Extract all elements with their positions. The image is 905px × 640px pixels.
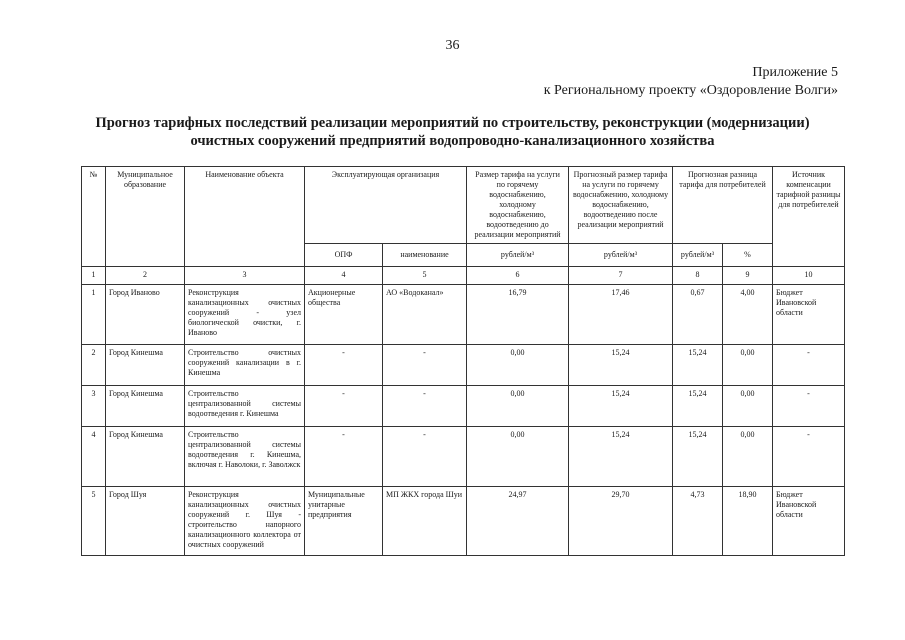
cell-diff-pct: 0,00 <box>723 386 773 427</box>
cell-diff-pct: 18,90 <box>723 487 773 556</box>
appendix-line-2: к Региональному проекту «Оздоровление Волги» <box>543 83 838 98</box>
cell-tariff-after: 15,24 <box>569 345 673 386</box>
cell-tariff-after: 15,24 <box>569 427 673 487</box>
cell-name: - <box>383 345 467 386</box>
column-number: 2 <box>106 267 185 285</box>
table-row <box>82 427 845 487</box>
table-row <box>82 285 845 345</box>
header-tariff-before: Размер тарифа на услуги по горячему водоснабжению, холодному водоснабжению, водоотведению до реализации мероприятий <box>467 167 569 244</box>
column-number-row <box>82 267 845 285</box>
appendix-line-1: Приложение 5 <box>752 65 838 80</box>
column-number: 3 <box>185 267 305 285</box>
column-number: 7 <box>569 267 673 285</box>
cell-municipality: Город Кинешма <box>106 345 185 386</box>
cell-object: Строительство очистных сооружений канализации в г. Кинешма <box>185 345 305 386</box>
header-num: № <box>82 167 106 267</box>
cell-object: Реконструкция канализационных очистных сооружений г. Шуя - строительство напорного канализационного коллектора от очистных сооружений <box>185 487 305 556</box>
cell-diff-rub: 0,67 <box>673 285 723 345</box>
header-row <box>82 167 845 244</box>
cell-tariff-after: 17,46 <box>569 285 673 345</box>
header-municipality: Муниципальное образование <box>106 167 185 267</box>
cell-object: Строительство централизованной системы водоотведения г. Кинешма, включая г. Наволоки, г. Заволжск <box>185 427 305 487</box>
appendix-caption <box>544 64 838 100</box>
column-number: 10 <box>773 267 845 285</box>
cell-diff-rub: 15,24 <box>673 427 723 487</box>
cell-source: - <box>773 427 845 487</box>
cell-object: Строительство централизованной системы водоотведения г. Кинешма <box>185 386 305 427</box>
cell-num: 1 <box>82 285 106 345</box>
cell-opf: - <box>305 345 383 386</box>
cell-diff-rub: 15,24 <box>673 386 723 427</box>
header-difference: Прогнозная разница тарифа для потребителей <box>673 167 773 244</box>
cell-object: Реконструкция канализационных очистных сооружений - узел биологической очистки, г. Иваново <box>185 285 305 345</box>
cell-opf: - <box>305 386 383 427</box>
cell-tariff-after: 15,24 <box>569 386 673 427</box>
document-title <box>60 114 845 150</box>
cell-source: - <box>773 386 845 427</box>
column-number: 6 <box>467 267 569 285</box>
column-number: 1 <box>82 267 106 285</box>
cell-municipality: Город Шуя <box>106 487 185 556</box>
cell-municipality: Город Иваново <box>106 285 185 345</box>
title-line-2: очистных сооружений предприятий водопроводно-канализационного хозяйства <box>190 133 715 149</box>
cell-tariff-before: 24,97 <box>467 487 569 556</box>
page-number: 36 <box>445 38 460 53</box>
tariff-table <box>81 166 845 556</box>
header-unit-after: рублей/м³ <box>569 244 673 267</box>
column-number: 5 <box>383 267 467 285</box>
cell-name: - <box>383 427 467 487</box>
header-unit-diff: рублей/м³ <box>673 244 723 267</box>
header-unit-before: рублей/м³ <box>467 244 569 267</box>
title-line-1: Прогноз тарифных последствий реализации мероприятий по строительству, реконструкции (модернизации) <box>95 115 810 131</box>
cell-opf: Акционерные общества <box>305 285 383 345</box>
column-number: 9 <box>723 267 773 285</box>
cell-diff-rub: 4,73 <box>673 487 723 556</box>
cell-tariff-before: 0,00 <box>467 386 569 427</box>
cell-num: 3 <box>82 386 106 427</box>
header-object: Наименование объекта <box>185 167 305 267</box>
table-row <box>82 386 845 427</box>
cell-tariff-after: 29,70 <box>569 487 673 556</box>
cell-name: МП ЖКХ города Шуи <box>383 487 467 556</box>
cell-diff-pct: 0,00 <box>723 427 773 487</box>
header-percent: % <box>723 244 773 267</box>
cell-diff-pct: 4,00 <box>723 285 773 345</box>
cell-diff-pct: 0,00 <box>723 345 773 386</box>
header-source: Источник компенсации тарифной разницы для потребителей <box>773 167 845 267</box>
cell-tariff-before: 0,00 <box>467 427 569 487</box>
cell-source: Бюджет Ивановской области <box>773 487 845 556</box>
cell-source: Бюджет Ивановской области <box>773 285 845 345</box>
cell-opf: - <box>305 427 383 487</box>
cell-name: АО «Водоканал» <box>383 285 467 345</box>
cell-num: 2 <box>82 345 106 386</box>
cell-num: 5 <box>82 487 106 556</box>
cell-tariff-before: 16,79 <box>467 285 569 345</box>
cell-source: - <box>773 345 845 386</box>
header-name: наименование <box>383 244 467 267</box>
table-row <box>82 487 845 556</box>
header-tariff-after: Прогнозный размер тарифа на услуги по горячему водоснабжению, холодному водоснабжению, водоотведению после реализации мероприятий <box>569 167 673 244</box>
cell-municipality: Город Кинешма <box>106 386 185 427</box>
cell-num: 4 <box>82 427 106 487</box>
header-opf: ОПФ <box>305 244 383 267</box>
cell-diff-rub: 15,24 <box>673 345 723 386</box>
cell-name: - <box>383 386 467 427</box>
column-number: 8 <box>673 267 723 285</box>
table-row <box>82 345 845 386</box>
header-operator: Эксплуатирующая организация <box>305 167 467 244</box>
cell-tariff-before: 0,00 <box>467 345 569 386</box>
column-number: 4 <box>305 267 383 285</box>
cell-municipality: Город Кинешма <box>106 427 185 487</box>
cell-opf: Муниципальные унитарные предприятия <box>305 487 383 556</box>
